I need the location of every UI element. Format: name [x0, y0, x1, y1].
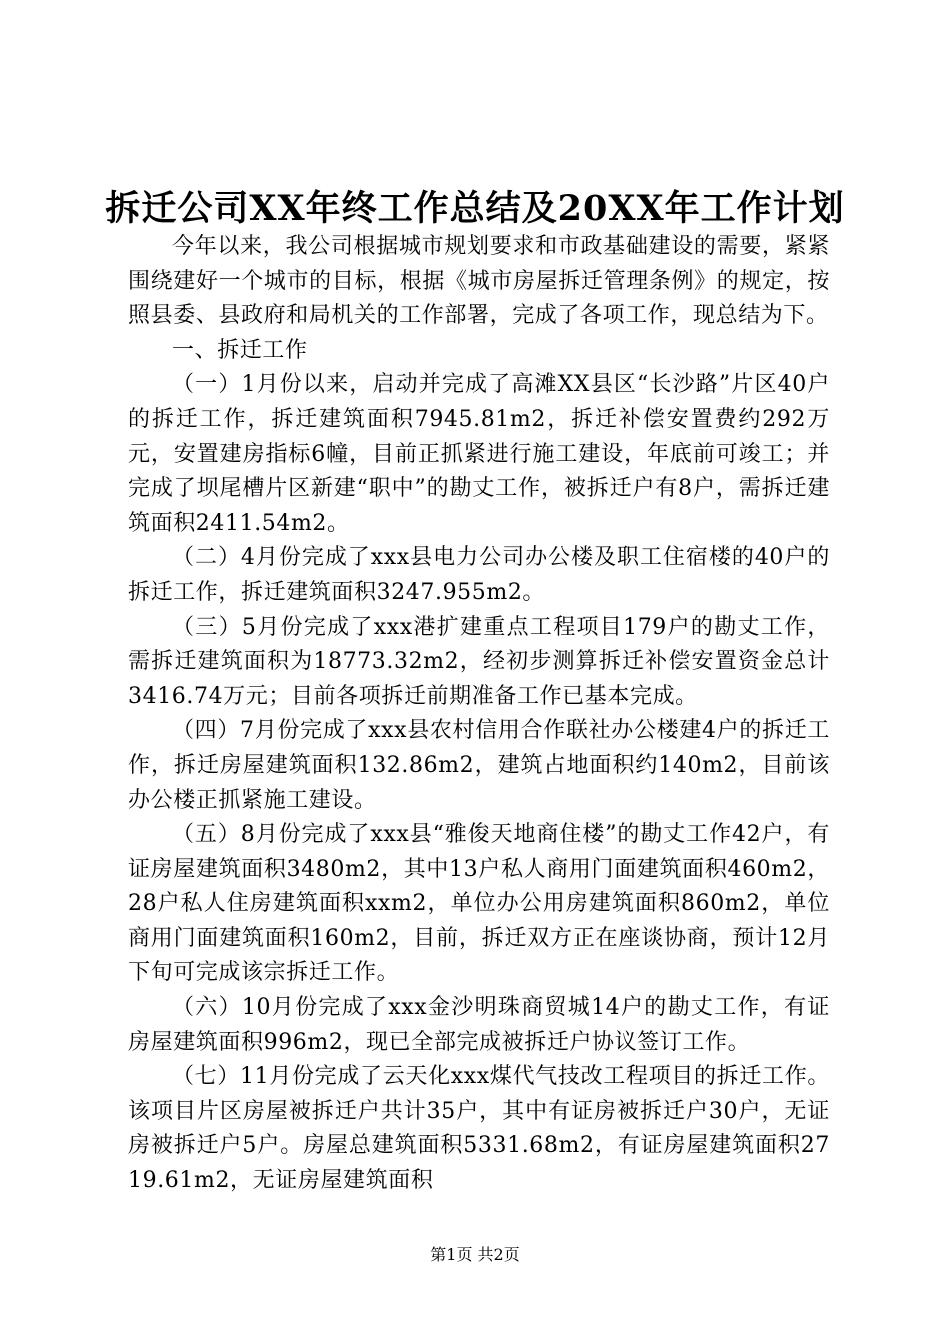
- document-body: [128, 230, 830, 1199]
- intro-paragraph: 今年以来，我公司根据城市规划要求和市政基础建设的需要，紧紧围绕建好一个城市的目标，根据《城市房屋拆迁管理条例》的规定，按照县委、县政府和局机关的工作部署，完成了各项工作，现总结为下。: [128, 234, 830, 329]
- section-heading: 一、拆迁工作: [172, 337, 308, 363]
- page-footer: 第1页 共2页: [430, 1245, 520, 1264]
- document-title: 拆迁公司XX年终工作总结及20XX年工作计划: [105, 188, 845, 229]
- item-paragraph-5: （五）8月份完成了xxx县“雅俊天地商住楼”的勘丈工作42户，有证房屋建筑面积3480m2，其中13户私人商用门面建筑面积460m2，28户私人住房建筑面积xxm2，单位办公用房建筑面积860m2，单位商用门面建筑面积160m2，目前，拆迁双方正在座谈协商，预计12月下旬可完成该宗拆迁工作。: [128, 822, 830, 986]
- item-paragraph-3: （三）5月份完成了xxx港扩建重点工程项目179户的勘丈工作，需拆迁建筑面积为18773.32m2，经初步测算拆迁补偿安置资金总计3416.74万元；目前各项拆迁前期准备工作已基本完成。: [128, 614, 830, 709]
- item-paragraph-4: （四）7月份完成了xxx县农村信用合作联社办公楼建4户的拆迁工作，拆迁房屋建筑面积132.86m2，建筑占地面积约140m2，目前该办公楼正抓紧施工建设。: [128, 718, 830, 813]
- item-paragraph-2: （二）4月份完成了xxx县电力公司办公楼及职工住宿楼的40户的拆迁工作，拆迁建筑面积3247.955m2。: [128, 545, 830, 605]
- item-paragraph-1: （一）1月份以来，启动并完成了高滩XX县区“长沙路”片区40户的拆迁工作，拆迁建筑面积7945.81m2，拆迁补偿安置费约292万元，安置建房指标6幢，目前正抓紧进行施工建设，年底前可竣工；并完成了坝尾槽片区新建“职中”的勘丈工作，被拆迁户有8户，需拆迁建筑面积2411.54m2。: [128, 372, 830, 536]
- item-paragraph-6: （六）10月份完成了xxx金沙明珠商贸城14户的勘丈工作，有证房屋建筑面积996m2，现已全部完成被拆迁户协议签订工作。: [128, 995, 830, 1055]
- item-paragraph-7: （七）11月份完成了云天化xxx煤代气技改工程项目的拆迁工作。该项目片区房屋被拆迁户共计35户，其中有证房被拆迁户30户，无证房被拆迁户5户。房屋总建筑面积5331.68m2，有证房屋建筑面积2719.61m2，无证房屋建筑面积: [128, 1064, 830, 1194]
